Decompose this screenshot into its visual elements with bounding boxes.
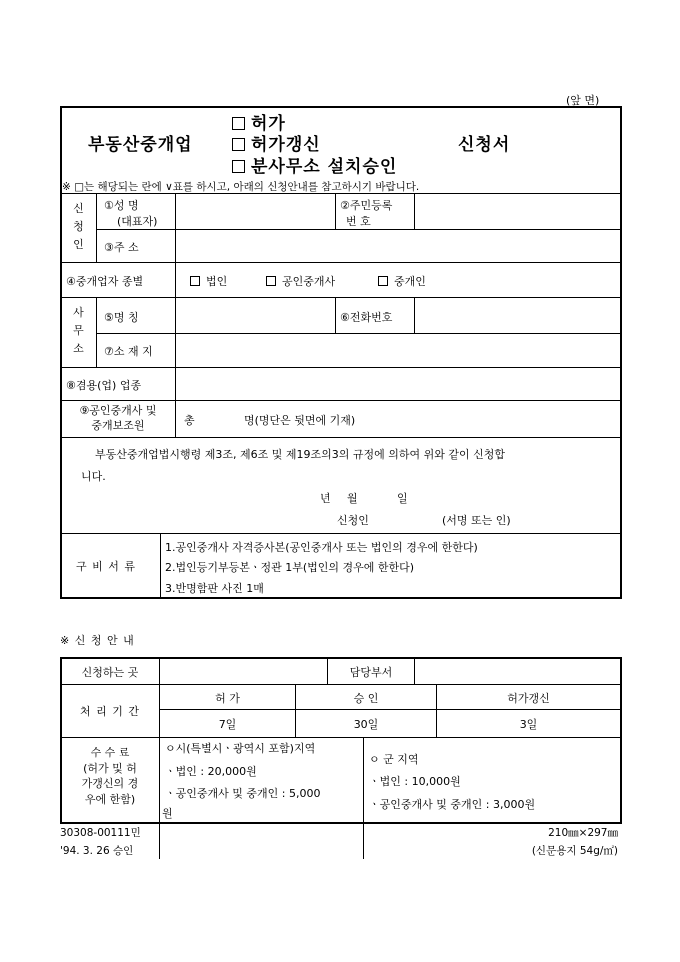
phone-label: ⑥전화번호 — [340, 311, 393, 324]
fee-label: 수 수 료 (허가 및 허 가갱신의 경 우에 한함) — [81, 746, 139, 806]
applicant-section-label: 신 청 인 — [73, 202, 84, 251]
office-section-label: 사 무 소 — [73, 306, 84, 355]
divider — [160, 534, 161, 597]
title-business: 부동산중개업 — [88, 135, 193, 155]
fee-county-corporation: ㆍ법인 : 10,000원 — [369, 775, 461, 788]
period-header-approval: 승 인 — [353, 692, 379, 705]
sign-or-seal-label: (서명 또는 인) — [442, 514, 511, 527]
resident-id-field[interactable] — [417, 197, 617, 227]
form-border-right — [620, 106, 622, 598]
document-item: 1.공인중개사 자격증사본(공인중개사 또는 법인의 경우에 한한다) — [165, 541, 478, 554]
instruction-note: ※ □는 해당되는 란에 ∨표를 하시고, 아래의 신청안내를 참고하시기 바랍니다. — [62, 181, 420, 193]
date-day-label: 일 — [397, 492, 408, 505]
date-year-label: 년 — [320, 492, 331, 505]
department-field[interactable] — [418, 661, 616, 681]
title-option-renewal[interactable]: 허가갱신 — [232, 130, 321, 155]
divider — [363, 823, 364, 859]
staff-total-label: 총 — [184, 414, 195, 427]
period-value-permit: 7일 — [218, 718, 237, 731]
business-type-licensed-agent[interactable]: 공인중개사 — [266, 273, 335, 289]
checkbox-icon — [266, 276, 276, 286]
checkbox-icon — [232, 160, 245, 173]
name-label: ①성 명 — [104, 199, 139, 212]
resident-id-sub-label: 번 호 — [346, 215, 371, 228]
staff-count-text: 명(명단은 뒷면에 기재) — [244, 414, 356, 427]
processing-period-label: 처 리 기 간 — [80, 705, 140, 718]
where-to-apply-label: 신청하는 곳 — [81, 666, 139, 679]
fee-city-unit: 원 — [162, 807, 173, 820]
paper-type: (신문용지 54g/㎡) — [531, 845, 618, 857]
divider — [175, 194, 176, 437]
divider — [61, 193, 621, 194]
divider — [159, 658, 160, 822]
period-header-permit: 허 가 — [215, 692, 240, 705]
phone-field[interactable] — [417, 301, 617, 331]
guide-border-right — [620, 657, 622, 823]
divider — [414, 658, 415, 684]
concurrent-business-label: ⑧겸용(업) 업종 — [66, 379, 142, 392]
form-approval-date: '94. 3. 26 승인 — [60, 845, 134, 857]
fee-county-agent: ㆍ공인중개사 및 중개인 : 3,000원 — [369, 798, 536, 811]
checkbox-icon — [378, 276, 388, 286]
fee-city-corporation: ㆍ법인 : 20,000원 — [165, 765, 257, 778]
name-field[interactable] — [178, 197, 332, 227]
divider — [335, 194, 336, 229]
divider — [96, 298, 97, 367]
business-type-corporation[interactable]: 법인 — [190, 273, 227, 289]
guide-heading: ※ 신 청 안 내 — [60, 634, 135, 647]
checkbox-icon — [232, 138, 245, 151]
period-value-renewal: 3일 — [519, 718, 538, 731]
divider — [61, 297, 621, 298]
office-name-field[interactable] — [178, 301, 332, 331]
title-suffix: 신청서 — [458, 135, 511, 155]
business-type-label: ④중개업자 종별 — [66, 275, 144, 288]
divider — [335, 298, 336, 333]
business-type-broker[interactable]: 중개인 — [378, 273, 426, 289]
divider — [61, 684, 621, 685]
page-side-label: (앞 면) — [566, 94, 600, 107]
department-label: 담당부서 — [349, 666, 393, 679]
divider — [159, 823, 160, 859]
divider — [414, 194, 415, 229]
divider — [363, 738, 364, 822]
address-field[interactable] — [178, 232, 618, 260]
divider — [160, 709, 621, 710]
fee-city-title: ㅇ시(특별시ㆍ광역시 포함)지역 — [165, 742, 316, 755]
where-to-apply-field[interactable] — [163, 661, 323, 681]
resident-id-label: ②주민등록 — [340, 199, 393, 212]
document-item: 3.반명함판 사진 1매 — [165, 582, 264, 595]
period-header-renewal: 허가갱신 — [507, 692, 550, 705]
fee-county-title: ㅇ 군 지역 — [369, 753, 419, 766]
office-location-label: ⑦소 재 지 — [104, 345, 153, 358]
form-border-bottom — [60, 597, 622, 599]
form-code: 30308-00111민 — [60, 827, 141, 839]
staff-label: ⑨공인중개사 및 중개보조원 — [79, 404, 157, 432]
date-month-label: 월 — [347, 492, 358, 505]
divider — [96, 194, 97, 262]
declaration-line1: 부동산중개업법시행령 제3조, 제6조 및 제19조의3의 규정에 의하여 위와 같이 신청합 — [95, 448, 505, 461]
address-label: ③주 소 — [104, 241, 139, 254]
divider — [61, 262, 621, 263]
applicant-sign-label: 신청인 — [337, 514, 369, 527]
paper-size: 210㎜×297㎜ — [548, 827, 618, 839]
divider — [61, 737, 621, 738]
title-option-permit[interactable]: 허가 — [232, 109, 286, 134]
title-option-branch[interactable]: 분사무소 설치승인 — [232, 152, 397, 177]
divider — [61, 437, 621, 438]
guide-border-top — [60, 657, 622, 659]
office-name-label: ⑤명 칭 — [104, 311, 139, 324]
guide-border-bottom — [60, 822, 622, 824]
form-border-top — [60, 106, 622, 108]
declaration-line2: 니다. — [81, 470, 106, 483]
documents-label: 구 비 서 류 — [76, 560, 136, 573]
name-sub-label: (대표자) — [117, 215, 158, 228]
divider — [61, 367, 621, 368]
concurrent-business-field[interactable] — [178, 370, 618, 398]
office-location-field[interactable] — [178, 336, 618, 364]
checkbox-icon — [232, 117, 245, 130]
period-value-approval: 30일 — [353, 718, 379, 731]
divider — [61, 533, 621, 534]
divider — [61, 400, 621, 401]
divider — [414, 298, 415, 333]
checkbox-icon — [190, 276, 200, 286]
fee-city-agent: ㆍ공인중개사 및 중개인 : 5,000 — [165, 787, 321, 800]
document-item: 2.법인등기부등본ㆍ정관 1부(법인의 경우에 한한다) — [165, 561, 415, 574]
